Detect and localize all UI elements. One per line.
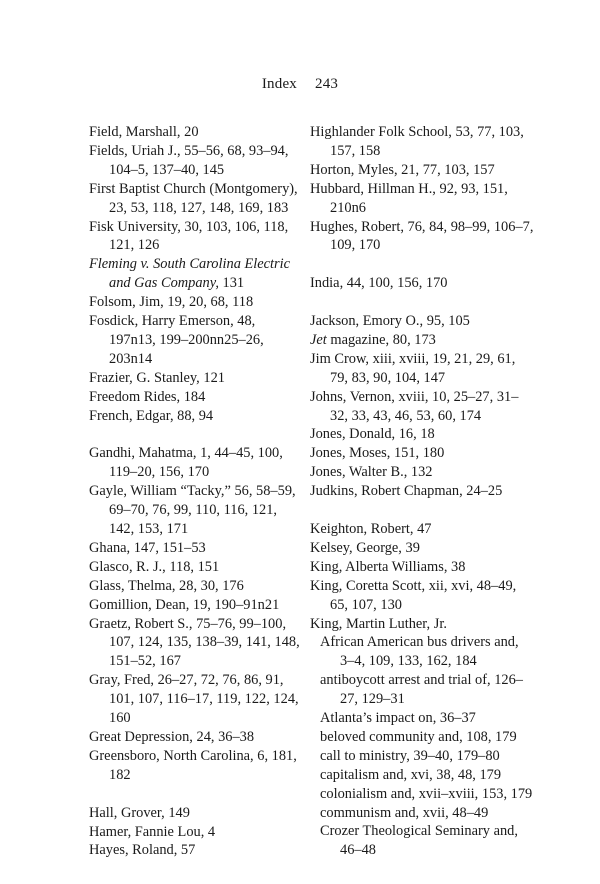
entry-text: Johns, Vernon, xviii, 10, 25–27, 31–32, 33, 43, 46, 53, 60, 174 xyxy=(310,388,519,424)
letter-group-gap xyxy=(310,255,534,274)
letter-group-gap xyxy=(310,293,534,312)
running-header xyxy=(0,76,600,93)
entry-text: French, Edgar, 88, 94 xyxy=(89,407,214,424)
index-entry xyxy=(89,312,304,369)
letter-group-gap xyxy=(89,785,304,804)
entry-text: Freedom Rides, 184 xyxy=(89,388,206,405)
index-entry xyxy=(310,482,534,501)
index-entry xyxy=(89,218,304,256)
entry-text: Jackson, Emory O., 95, 105 xyxy=(310,313,470,330)
index-entry xyxy=(89,728,304,747)
entry-text: Hayes, Roland, 57 xyxy=(89,842,196,859)
entry-text: Atlanta’s impact on, 36–37 xyxy=(320,710,476,727)
index-subentry xyxy=(310,747,534,766)
index-entry xyxy=(89,293,304,312)
entry-text: First Baptist Church (Montgomery), 23, 53, 118, 127, 148, 169, 183 xyxy=(89,180,298,216)
index-entry xyxy=(310,218,534,256)
entry-text: India, 44, 100, 156, 170 xyxy=(310,275,448,292)
entry-text: Hall, Grover, 149 xyxy=(89,804,190,821)
entry-text: magazine, 80, 173 xyxy=(326,331,436,348)
entry-text: Hughes, Robert, 76, 84, 98–99, 106–7, 109, 170 xyxy=(310,218,534,254)
index-entry xyxy=(89,596,304,615)
entry-text: Fosdick, Harry Emerson, 48, 197n13, 199–200nn25–26, 203n14 xyxy=(89,313,264,367)
entry-text: Highlander Folk School, 53, 77, 103, 157, 158 xyxy=(310,124,524,159)
entry-text: Hamer, Fannie Lou, 4 xyxy=(89,823,216,840)
index-entry xyxy=(89,369,304,388)
entry-text: Field, Marshall, 20 xyxy=(89,124,199,140)
entry-text: Glass, Thelma, 28, 30, 176 xyxy=(89,577,244,594)
index-entry xyxy=(89,255,304,293)
header-label: Index xyxy=(261,76,298,92)
entry-text: Hubbard, Hillman H., 92, 93, 151, 210n6 xyxy=(310,180,508,216)
index-column-left xyxy=(89,123,304,860)
index-entry xyxy=(310,388,534,426)
entry-italic-title: Jet xyxy=(310,331,327,348)
letter-group-gap xyxy=(89,426,304,445)
entry-text: Graetz, Robert S., 75–76, 99–100, 107, 124, 135, 138–39, 141, 148, 151–52, 167 xyxy=(89,615,300,670)
entry-text: Jim Crow, xiii, xviii, 19, 21, 29, 61, 79, 83, 90, 104, 147 xyxy=(310,350,516,386)
entry-text: Jones, Donald, 16, 18 xyxy=(310,426,435,443)
index-subentry xyxy=(310,822,534,860)
index-entry xyxy=(89,180,304,218)
entry-text: Keighton, Robert, 47 xyxy=(310,520,432,537)
index-entry xyxy=(310,123,534,161)
index-entry xyxy=(89,444,304,482)
index-entry xyxy=(89,671,304,728)
entry-italic-title: Fleming v. South Carolina Electric and Gas Company, xyxy=(89,256,291,292)
entry-text: Jones, Moses, 151, 180 xyxy=(310,445,445,462)
entry-text: 131 xyxy=(218,275,245,292)
index-entry xyxy=(310,274,534,293)
entry-text: call to ministry, 39–40, 179–80 xyxy=(320,747,500,764)
index-entry xyxy=(89,823,304,842)
index-entry xyxy=(89,558,304,577)
entry-text: Fields, Uriah J., 55–56, 68, 93–94, 104–5, 137–40, 145 xyxy=(89,142,289,178)
index-entry xyxy=(310,425,534,444)
page-number: 243 xyxy=(315,76,339,92)
index-entry xyxy=(310,558,534,577)
entry-text: Greensboro, North Carolina, 6, 181, 182 xyxy=(89,747,297,783)
entry-text: King, Coretta Scott, xii, xvi, 48–49, 65, 107, 130 xyxy=(310,577,517,613)
index-entry xyxy=(89,407,304,426)
index-subentry xyxy=(310,766,534,785)
index-entry xyxy=(310,463,534,482)
index-entry xyxy=(310,350,534,388)
index-entry xyxy=(310,539,534,558)
entry-text: Horton, Myles, 21, 77, 103, 157 xyxy=(310,161,495,178)
entry-text: colonialism and, xvii–xviii, 153, 179 xyxy=(320,785,533,802)
entry-text: Kelsey, George, 39 xyxy=(310,539,420,556)
index-entry xyxy=(310,312,534,331)
index-entry xyxy=(89,615,304,672)
index-entry xyxy=(310,180,534,218)
index-entry xyxy=(89,539,304,558)
index-entry xyxy=(89,804,304,823)
entry-text: African American bus drivers and, 3–4, 109, 133, 162, 184 xyxy=(320,634,519,670)
index-subentry xyxy=(310,804,534,823)
index-entry xyxy=(89,482,304,539)
index-subentry xyxy=(310,728,534,747)
entry-text: Gayle, William “Tacky,” 56, 58–59, 69–70, 76, 99, 110, 116, 121, 142, 153, 171 xyxy=(89,483,296,538)
index-entry xyxy=(310,444,534,463)
letter-group-gap xyxy=(310,501,534,520)
index-column-right xyxy=(310,123,534,860)
index-entry xyxy=(89,841,304,860)
index-entry xyxy=(310,161,534,180)
index-entry xyxy=(89,123,304,142)
entry-text: Jones, Walter B., 132 xyxy=(310,464,433,481)
index-subentry xyxy=(310,709,534,728)
entry-text: Glasco, R. J., 118, 151 xyxy=(89,558,220,575)
index-entry xyxy=(89,577,304,596)
entry-text: communism and, xvii, 48–49 xyxy=(320,804,489,821)
entry-text: Gray, Fred, 26–27, 72, 76, 86, 91, 101, 107, 116–17, 119, 122, 124, 160 xyxy=(89,672,299,727)
entry-text: capitalism and, xvi, 38, 48, 179 xyxy=(320,766,502,783)
index-entry xyxy=(89,142,304,180)
entry-text: Crozer Theological Seminary and, 46–48 xyxy=(320,823,518,859)
entry-text: Ghana, 147, 151–53 xyxy=(89,539,206,556)
entry-text: King, Alberta Williams, 38 xyxy=(310,558,466,575)
entry-text: Folsom, Jim, 19, 20, 68, 118 xyxy=(89,294,254,311)
entry-text: Judkins, Robert Chapman, 24–25 xyxy=(310,483,503,500)
entry-text: King, Martin Luther, Jr. xyxy=(310,615,447,632)
entry-text: Frazier, G. Stanley, 121 xyxy=(89,369,225,386)
entry-text: antiboycott arrest and trial of, 126–27, 129–31 xyxy=(320,672,524,708)
index-entry xyxy=(89,388,304,407)
index-subentry xyxy=(310,785,534,804)
entry-text: Great Depression, 24, 36–38 xyxy=(89,728,255,745)
index-entry xyxy=(310,577,534,615)
index-entry xyxy=(310,331,534,350)
index-subentry xyxy=(310,671,534,709)
entry-text: Fisk University, 30, 103, 106, 118, 121, 126 xyxy=(89,218,289,254)
entry-text: Gandhi, Mahatma, 1, 44–45, 100, 119–20, 156, 170 xyxy=(89,445,283,481)
index-entry xyxy=(89,747,304,785)
index-entry xyxy=(310,615,534,634)
index-entry xyxy=(310,520,534,539)
index-subentry xyxy=(310,633,534,671)
entry-text: Gomillion, Dean, 19, 190–91n21 xyxy=(89,596,280,613)
entry-text: beloved community and, 108, 179 xyxy=(320,728,517,745)
